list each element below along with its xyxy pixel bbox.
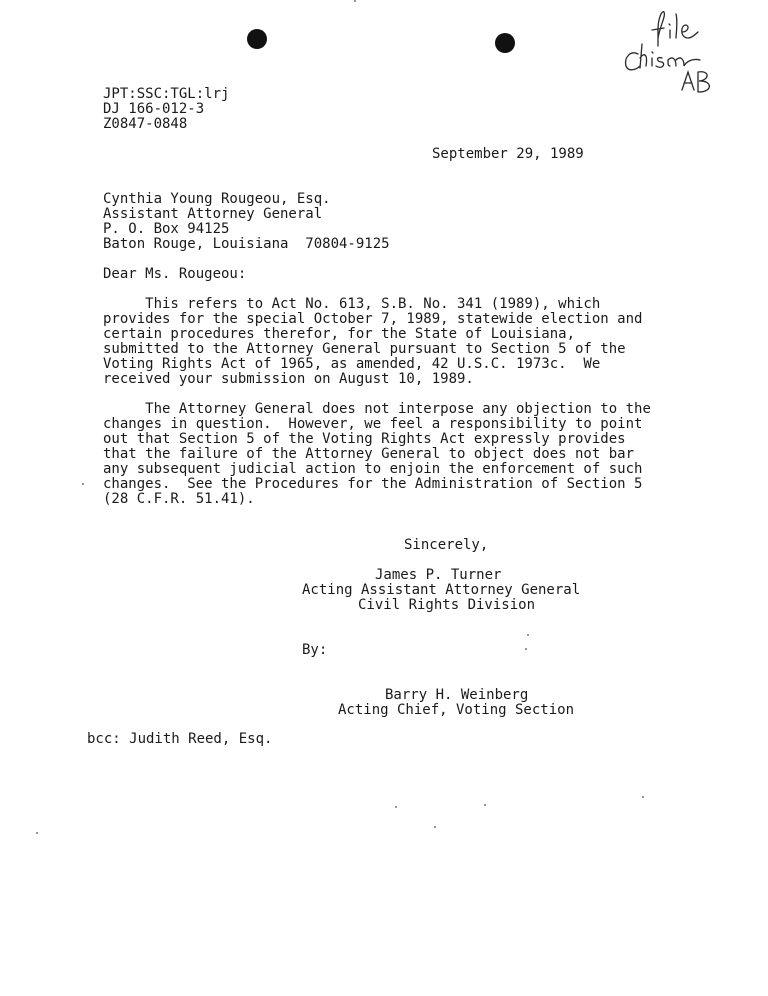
delegate-line: Barry H. Weinberg xyxy=(385,687,529,703)
bcc-line: bcc: Judith Reed, Esq. xyxy=(87,731,273,747)
paragraph-line: out that Section 5 of the Voting Rights Act expressly provides xyxy=(103,431,626,447)
handwritten-file-note xyxy=(618,8,718,102)
paragraph-line: received your submission on August 10, 1989. xyxy=(103,371,474,387)
paragraph-line: changes. See the Procedures for the Administration of Section 5 xyxy=(103,476,643,492)
scan-speck xyxy=(642,796,644,798)
signer-line: Civil Rights Division xyxy=(358,597,536,613)
paragraph-line: (28 C.F.R. 51.41). xyxy=(103,491,255,507)
paragraph-line: that the failure of the Attorney General to object does not bar xyxy=(103,446,635,462)
reference-line: JPT:SSC:TGL:lrj xyxy=(103,86,230,102)
paragraph-line: changes in question. However, we feel a responsibility to point xyxy=(103,416,643,432)
scan-speck xyxy=(82,483,84,485)
body-paragraph-2 xyxy=(103,402,651,507)
paragraph-line: provides for the special October 7, 1989, statewide election and xyxy=(103,311,643,327)
signer-line: Acting Assistant Attorney General xyxy=(302,582,581,598)
delegate-line: Acting Chief, Voting Section xyxy=(338,702,575,718)
paragraph-line: This refers to Act No. 613, S.B. No. 341 (1989), which xyxy=(103,296,601,312)
paragraph-line: certain procedures therefor, for the State of Louisiana, xyxy=(103,326,576,342)
recipient-line: P. O. Box 94125 xyxy=(103,221,230,237)
scan-speck xyxy=(484,804,486,806)
scan-speck xyxy=(434,826,436,828)
letter-date: September 29, 1989 xyxy=(432,146,584,162)
scan-speck xyxy=(527,634,529,636)
paragraph-line: The Attorney General does not interpose any objection to the xyxy=(103,401,651,417)
paragraph-line: any subsequent judicial action to enjoin the enforcement of such xyxy=(103,461,643,477)
punch-hole-left xyxy=(247,29,267,49)
reference-line: DJ 166-012-3 xyxy=(103,101,205,117)
recipient-line: Baton Rouge, Louisiana 70804-9125 xyxy=(103,236,390,252)
reference-line: Z0847-0848 xyxy=(103,116,188,132)
paragraph-line: submitted to the Attorney General pursuant to Section 5 of the xyxy=(103,341,626,357)
signer-line: James P. Turner xyxy=(375,567,502,583)
valediction: Sincerely, xyxy=(404,537,489,553)
recipient-line: Cynthia Young Rougeou, Esq. xyxy=(103,191,331,207)
by-label: By: xyxy=(302,642,328,658)
scan-speck xyxy=(36,832,38,834)
paragraph-line: Voting Rights Act of 1965, as amended, 42 U.S.C. 1973c. We xyxy=(103,356,601,372)
scan-speck xyxy=(354,0,356,2)
scan-speck xyxy=(395,806,397,808)
body-paragraph-1 xyxy=(103,297,642,387)
recipient-line: Assistant Attorney General xyxy=(103,206,323,222)
scan-speck xyxy=(525,648,527,650)
salutation: Dear Ms. Rougeou: xyxy=(103,266,247,282)
punch-hole-right xyxy=(495,33,515,53)
